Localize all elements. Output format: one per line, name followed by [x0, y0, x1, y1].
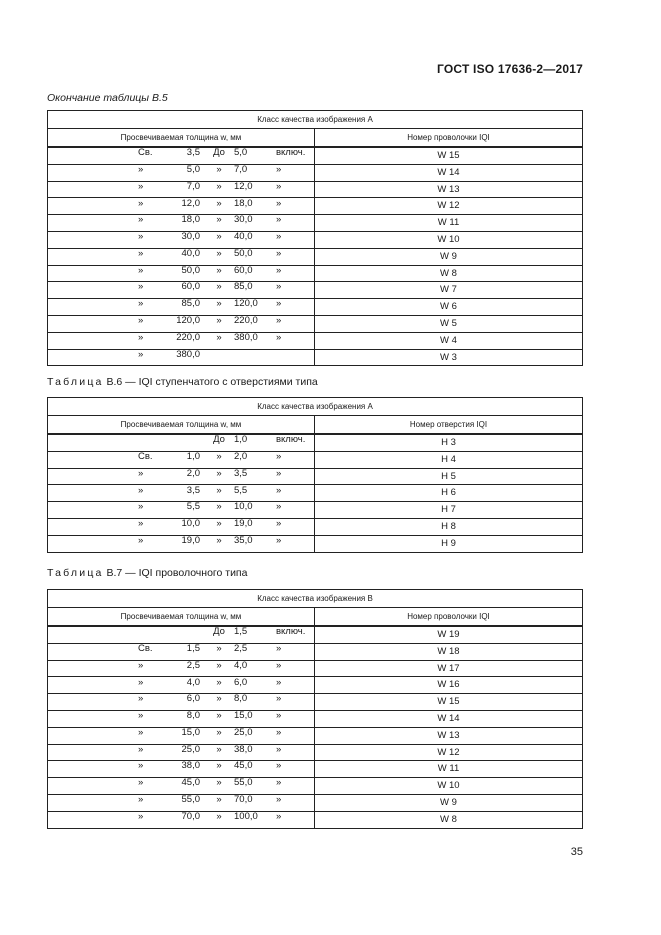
thickness-part-p: »	[138, 760, 144, 772]
thickness-part-r: »	[276, 214, 282, 226]
thickness-cell	[48, 660, 315, 677]
table-row	[48, 164, 583, 181]
table-row	[48, 677, 583, 694]
table-b5	[47, 110, 583, 366]
table-row	[48, 744, 583, 761]
thickness-part-p: Св.	[138, 451, 153, 462]
table-row	[48, 468, 583, 485]
table-row	[48, 518, 583, 535]
thickness-part-a: 220,0	[176, 332, 200, 343]
iqi-number-cell: W 11	[315, 761, 583, 778]
table-row	[48, 811, 583, 828]
thickness-part-r: включ.	[276, 147, 306, 159]
thickness-part-a: 19,0	[181, 535, 200, 546]
iqi-number-cell: Н 7	[315, 502, 583, 519]
thickness-part-p: »	[138, 727, 144, 738]
table-row	[48, 265, 583, 282]
thickness-part-p: »	[138, 676, 144, 688]
table-row	[48, 147, 583, 164]
thickness-cell	[48, 198, 315, 215]
thickness-part-a: 2,0	[186, 468, 200, 479]
thickness-part-r: »	[276, 794, 282, 806]
quality-class-header: Класс качества изображения А	[48, 398, 583, 416]
thickness-part-a: 8,0	[186, 710, 200, 722]
table-row	[48, 502, 583, 519]
thickness-part-q: »	[216, 693, 222, 705]
thickness-part-b: 2,5	[234, 643, 248, 654]
thickness-column-header: Просвечиваемая толщина w, мм	[48, 416, 315, 435]
table-row	[48, 694, 583, 711]
thickness-part-a: 380,0	[176, 349, 200, 360]
thickness-cell	[48, 468, 315, 485]
thickness-part-r: включ.	[276, 626, 306, 638]
thickness-column-header: Просвечиваемая толщина w, мм	[48, 129, 315, 148]
thickness-part-p: »	[138, 164, 144, 175]
thickness-part-q: »	[216, 484, 222, 496]
thickness-part-p: »	[138, 231, 144, 243]
thickness-part-p: »	[138, 794, 144, 806]
thickness-part-a: 85,0	[181, 298, 200, 310]
thickness-part-q: »	[216, 164, 222, 175]
iqi-number-cell: W 17	[315, 660, 583, 677]
iqi-number-cell: W 8	[315, 265, 583, 282]
table-row	[48, 181, 583, 198]
thickness-part-r: »	[276, 248, 282, 259]
thickness-part-a: 10,0	[181, 518, 200, 530]
table-row	[48, 434, 583, 451]
thickness-part-q: »	[216, 518, 222, 530]
thickness-part-b: 45,0	[234, 760, 253, 772]
table-row	[48, 315, 583, 332]
thickness-cell	[48, 744, 315, 761]
thickness-part-a: 70,0	[181, 811, 200, 822]
thickness-part-a: 3,5	[186, 147, 200, 159]
thickness-cell	[48, 282, 315, 299]
document-code: ГОСТ ISO 17636-2—2017	[437, 62, 583, 76]
thickness-part-q: До	[213, 434, 225, 446]
thickness-part-p: »	[138, 332, 144, 343]
thickness-part-b: 19,0	[234, 518, 253, 530]
table-row	[48, 451, 583, 468]
thickness-part-b: 10,0	[234, 501, 253, 513]
table-row	[48, 761, 583, 778]
thickness-part-b: 18,0	[234, 197, 253, 209]
thickness-part-p: »	[138, 468, 144, 479]
thickness-part-b: 85,0	[234, 281, 253, 293]
thickness-part-b: 1,0	[234, 434, 248, 446]
thickness-part-a: 6,0	[186, 693, 200, 705]
thickness-part-q: »	[216, 744, 222, 755]
thickness-cell	[48, 332, 315, 349]
iqi-number-column-header: Номер проволочки IQI	[315, 608, 583, 627]
iqi-number-cell: W 12	[315, 744, 583, 761]
thickness-part-b: 3,5	[234, 468, 248, 479]
table-b7-caption-prefix: Таблица	[47, 567, 104, 579]
thickness-part-r: включ.	[276, 434, 306, 446]
thickness-part-b: 12,0	[234, 181, 253, 192]
iqi-number-cell: Н 8	[315, 518, 583, 535]
thickness-part-b: 35,0	[234, 535, 253, 546]
thickness-part-q: »	[216, 298, 222, 310]
thickness-part-q: »	[216, 265, 222, 276]
iqi-number-cell: W 10	[315, 778, 583, 795]
thickness-cell	[48, 677, 315, 694]
thickness-cell	[48, 434, 315, 451]
thickness-part-b: 30,0	[234, 214, 253, 226]
thickness-part-q: До	[213, 147, 225, 159]
page-number: 35	[570, 846, 583, 858]
thickness-part-p: »	[138, 501, 144, 513]
thickness-part-q: »	[216, 214, 222, 226]
thickness-part-q: »	[216, 451, 222, 462]
thickness-part-b: 7,0	[234, 164, 248, 175]
table-row	[48, 794, 583, 811]
table-row	[48, 231, 583, 248]
thickness-part-b: 4,0	[234, 660, 248, 671]
thickness-part-r: »	[276, 693, 282, 705]
thickness-part-a: 12,0	[181, 197, 200, 209]
iqi-number-cell: W 16	[315, 677, 583, 694]
iqi-number-cell: W 10	[315, 231, 583, 248]
thickness-cell	[48, 535, 315, 552]
quality-class-header: Класс качества изображения В	[48, 590, 583, 608]
thickness-part-q: »	[216, 248, 222, 259]
thickness-part-b: 8,0	[234, 693, 248, 705]
thickness-part-b: 6,0	[234, 676, 248, 688]
thickness-part-p: »	[138, 265, 144, 276]
thickness-part-p: »	[138, 811, 144, 822]
thickness-part-r: »	[276, 451, 282, 462]
thickness-cell	[48, 349, 315, 366]
thickness-part-a: 5,5	[186, 501, 200, 513]
thickness-part-a: 50,0	[181, 265, 200, 276]
thickness-part-a: 7,0	[186, 181, 200, 192]
thickness-column-header: Просвечиваемая толщина w, мм	[48, 608, 315, 627]
thickness-part-p: »	[138, 710, 144, 722]
table-row	[48, 349, 583, 366]
thickness-part-b: 25,0	[234, 727, 253, 738]
iqi-number-cell: W 3	[315, 349, 583, 366]
thickness-part-r: »	[276, 164, 282, 175]
thickness-part-r: »	[276, 777, 282, 789]
thickness-cell	[48, 694, 315, 711]
thickness-part-a: 1,0	[186, 451, 200, 462]
thickness-part-a: 40,0	[181, 248, 200, 259]
thickness-part-a: 38,0	[181, 760, 200, 772]
thickness-part-p: Св.	[138, 147, 153, 159]
thickness-part-p: »	[138, 248, 144, 259]
thickness-part-r: »	[276, 197, 282, 209]
thickness-cell	[48, 231, 315, 248]
table-b6	[47, 397, 583, 553]
thickness-part-q: »	[216, 315, 222, 327]
thickness-part-r: »	[276, 231, 282, 243]
thickness-part-r: »	[276, 660, 282, 671]
thickness-part-q: »	[216, 760, 222, 772]
thickness-part-q: »	[216, 794, 222, 806]
thickness-part-b: 55,0	[234, 777, 253, 789]
thickness-part-p: »	[138, 744, 144, 755]
thickness-part-a: 15,0	[181, 727, 200, 738]
thickness-part-p: »	[138, 484, 144, 496]
thickness-part-a: 25,0	[181, 744, 200, 755]
thickness-part-p: »	[138, 349, 144, 360]
thickness-part-p: »	[138, 693, 144, 705]
thickness-cell	[48, 811, 315, 828]
table-row	[48, 710, 583, 727]
thickness-part-r: »	[276, 332, 282, 343]
table-b7-caption	[47, 567, 247, 579]
thickness-part-q: »	[216, 181, 222, 192]
iqi-number-cell: W 9	[315, 794, 583, 811]
thickness-part-b: 5,5	[234, 484, 248, 496]
thickness-cell	[48, 315, 315, 332]
thickness-part-b: 60,0	[234, 265, 253, 276]
iqi-number-cell: W 15	[315, 147, 583, 164]
thickness-part-p: »	[138, 518, 144, 530]
thickness-part-b: 70,0	[234, 794, 253, 806]
table-row	[48, 485, 583, 502]
table-b5-caption: Окончание таблицы В.5	[47, 92, 168, 104]
thickness-part-r: »	[276, 265, 282, 276]
thickness-part-q: »	[216, 811, 222, 822]
table-row	[48, 299, 583, 316]
thickness-part-q: До	[213, 626, 225, 638]
thickness-part-p: »	[138, 315, 144, 327]
iqi-number-cell: Н 3	[315, 434, 583, 451]
thickness-part-p: »	[138, 660, 144, 671]
table-row	[48, 248, 583, 265]
thickness-part-a: 55,0	[181, 794, 200, 806]
thickness-cell	[48, 248, 315, 265]
table-row	[48, 660, 583, 677]
table-row	[48, 535, 583, 552]
thickness-cell	[48, 299, 315, 316]
iqi-number-cell: W 11	[315, 215, 583, 232]
thickness-part-p: »	[138, 197, 144, 209]
thickness-cell	[48, 265, 315, 282]
thickness-part-r: »	[276, 315, 282, 327]
thickness-part-a: 18,0	[181, 214, 200, 226]
thickness-part-q: »	[216, 332, 222, 343]
iqi-number-cell: Н 4	[315, 451, 583, 468]
thickness-cell	[48, 485, 315, 502]
iqi-number-cell: W 14	[315, 710, 583, 727]
table-row	[48, 727, 583, 744]
quality-class-header: Класс качества изображения А	[48, 111, 583, 129]
table-row	[48, 332, 583, 349]
table-row	[48, 643, 583, 660]
iqi-number-cell: W 8	[315, 811, 583, 828]
thickness-part-a: 30,0	[181, 231, 200, 243]
table-row	[48, 778, 583, 795]
thickness-part-r: »	[276, 281, 282, 293]
iqi-number-cell: Н 5	[315, 468, 583, 485]
thickness-part-q: »	[216, 660, 222, 671]
thickness-part-r: »	[276, 760, 282, 772]
thickness-cell	[48, 215, 315, 232]
table-b7-caption-text: В.7 — IQI проволочного типа	[103, 567, 248, 579]
thickness-part-r: »	[276, 744, 282, 755]
thickness-part-r: »	[276, 518, 282, 530]
thickness-part-b: 220,0	[234, 315, 258, 327]
iqi-number-cell: Н 6	[315, 485, 583, 502]
iqi-number-column-header: Номер проволочки IQI	[315, 129, 583, 148]
iqi-number-cell: W 18	[315, 643, 583, 660]
thickness-part-q: »	[216, 727, 222, 738]
iqi-number-cell: W 13	[315, 181, 583, 198]
thickness-part-b: 120,0	[234, 298, 258, 310]
thickness-part-r: »	[276, 676, 282, 688]
thickness-cell	[48, 518, 315, 535]
iqi-number-cell: W 9	[315, 248, 583, 265]
iqi-number-cell: W 4	[315, 332, 583, 349]
thickness-part-q: »	[216, 281, 222, 293]
thickness-part-b: 15,0	[234, 710, 253, 722]
thickness-cell	[48, 761, 315, 778]
thickness-part-p: Св.	[138, 643, 153, 654]
thickness-part-b: 1,5	[234, 626, 248, 638]
thickness-part-p: »	[138, 777, 144, 789]
iqi-number-cell: W 14	[315, 164, 583, 181]
thickness-part-a: 45,0	[181, 777, 200, 789]
thickness-part-r: »	[276, 811, 282, 822]
iqi-number-cell: W 5	[315, 315, 583, 332]
thickness-cell	[48, 778, 315, 795]
thickness-part-b: 380,0	[234, 332, 258, 343]
thickness-part-a: 2,5	[186, 660, 200, 671]
table-row	[48, 215, 583, 232]
table-row	[48, 282, 583, 299]
thickness-part-r: »	[276, 181, 282, 192]
thickness-cell	[48, 502, 315, 519]
thickness-part-b: 38,0	[234, 744, 253, 755]
iqi-number-cell: W 19	[315, 626, 583, 643]
thickness-part-b: 40,0	[234, 231, 253, 243]
thickness-cell	[48, 626, 315, 643]
thickness-part-q: »	[216, 197, 222, 209]
thickness-part-r: »	[276, 710, 282, 722]
table-b7	[47, 589, 583, 829]
thickness-part-p: »	[138, 181, 144, 192]
thickness-part-a: 5,0	[186, 164, 200, 175]
thickness-part-a: 3,5	[186, 484, 200, 496]
thickness-part-q: »	[216, 468, 222, 479]
thickness-cell	[48, 727, 315, 744]
thickness-part-b: 2,0	[234, 451, 248, 462]
thickness-cell	[48, 147, 315, 164]
thickness-cell	[48, 794, 315, 811]
thickness-part-p: »	[138, 535, 144, 546]
thickness-part-p: »	[138, 214, 144, 226]
table-row	[48, 198, 583, 215]
iqi-number-cell: W 6	[315, 299, 583, 316]
table-b6-caption-prefix: Таблица	[47, 376, 104, 388]
iqi-number-cell: Н 9	[315, 535, 583, 552]
iqi-number-cell: W 15	[315, 694, 583, 711]
thickness-part-b: 100,0	[234, 811, 258, 822]
thickness-part-r: »	[276, 643, 282, 654]
thickness-part-p: »	[138, 298, 144, 310]
thickness-part-r: »	[276, 484, 282, 496]
thickness-part-r: »	[276, 535, 282, 546]
thickness-part-q: »	[216, 535, 222, 546]
thickness-cell	[48, 451, 315, 468]
iqi-number-cell: W 12	[315, 198, 583, 215]
thickness-part-b: 5,0	[234, 147, 248, 159]
thickness-part-q: »	[216, 676, 222, 688]
table-row	[48, 626, 583, 643]
iqi-number-cell: W 7	[315, 282, 583, 299]
thickness-part-q: »	[216, 501, 222, 513]
thickness-part-q: »	[216, 710, 222, 722]
thickness-part-r: »	[276, 501, 282, 513]
thickness-part-r: »	[276, 468, 282, 479]
thickness-part-a: 60,0	[181, 281, 200, 293]
thickness-part-a: 4,0	[186, 676, 200, 688]
table-b6-caption-text: В.6 — IQI ступенчатого с отверстиями типа	[103, 376, 318, 388]
thickness-part-a: 120,0	[176, 315, 200, 327]
thickness-part-q: »	[216, 777, 222, 789]
thickness-cell	[48, 643, 315, 660]
table-b6-caption	[47, 376, 318, 388]
thickness-part-q: »	[216, 231, 222, 243]
thickness-part-q: »	[216, 643, 222, 654]
thickness-part-r: »	[276, 298, 282, 310]
thickness-part-p: »	[138, 281, 144, 293]
iqi-number-column-header: Номер отверстия IQI	[315, 416, 583, 435]
thickness-cell	[48, 181, 315, 198]
thickness-part-b: 50,0	[234, 248, 253, 259]
thickness-cell	[48, 710, 315, 727]
thickness-part-r: »	[276, 727, 282, 738]
thickness-cell	[48, 164, 315, 181]
thickness-part-a: 1,5	[186, 643, 200, 654]
iqi-number-cell: W 13	[315, 727, 583, 744]
